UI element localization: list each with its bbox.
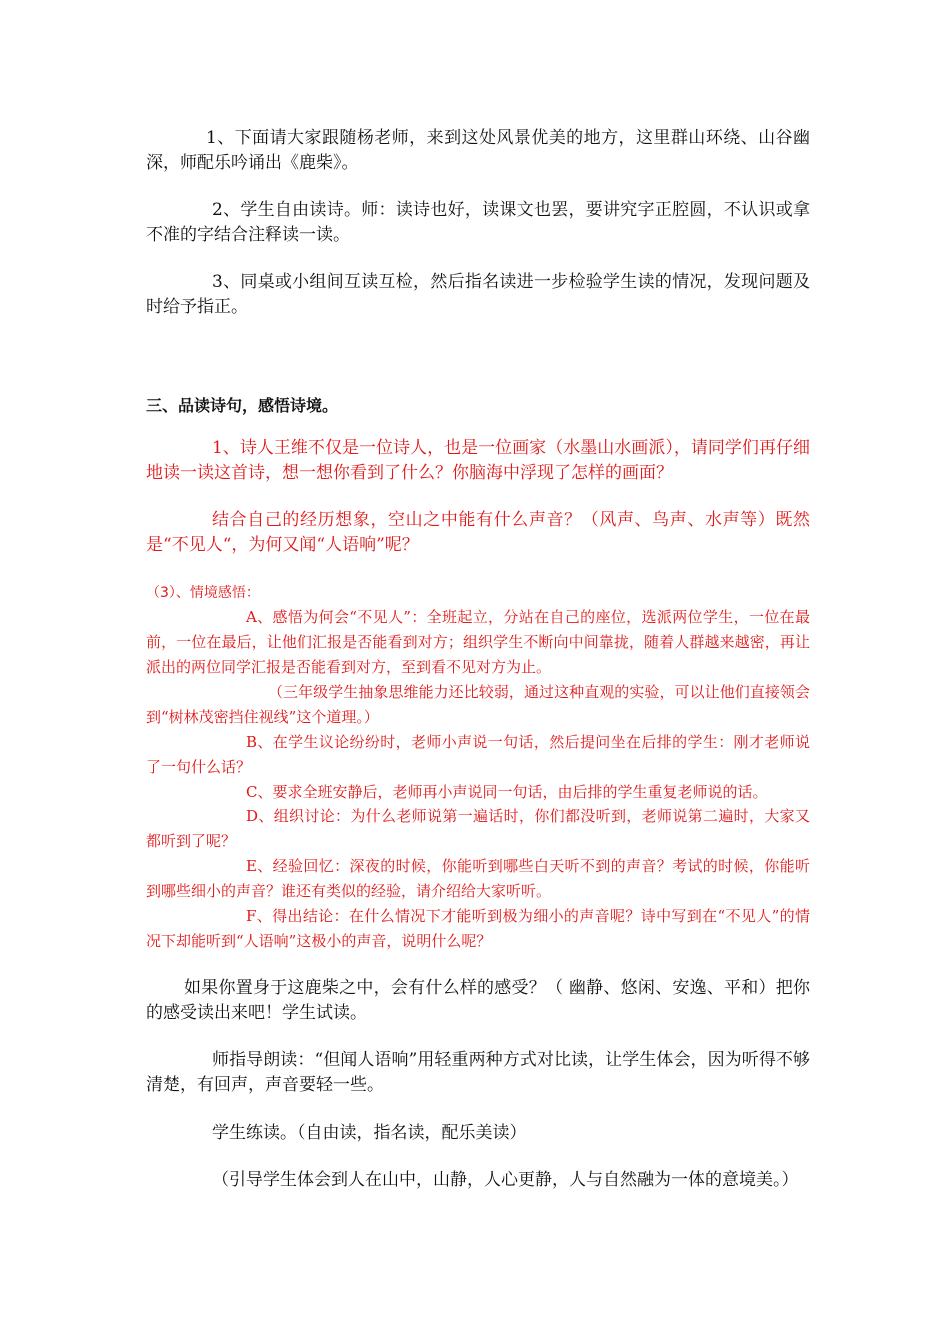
paragraph-1: 1、下面请大家跟随杨老师，来到这处风景优美的地方，这里群山环绕、山谷幽深，师配乐吟诵出《鹿柴》。 <box>146 128 810 173</box>
situation-title: （3）、情境感悟： <box>146 585 260 601</box>
red-paragraph-1: 1、诗人王维不仅是一位诗人，也是一位画家（水墨山水画派），请同学们再仔细地读一读这首诗，想一想你看到了什么？你脑海中浮现了怎样的画面？ <box>146 438 810 483</box>
step-c: C、要求全班安静后，老师再小声说同一句话，由后排的学生重复老师说的话。 <box>246 783 768 801</box>
step-a: A、感悟为何会“不见人”：全班起立，分站在自己的座位，选派两位学生，一位在最前，一位在最后，让他们汇报是否能看到对方；组织学生不断向中间靠拢，随着人群越来越密，再让派出的两位同学汇报是否能看到对方，至到看不见对方为止。 <box>146 608 810 676</box>
paragraph-practice: 学生练读。（自由读，指名读，配乐美读） <box>212 1123 527 1143</box>
step-note: （三年级学生抽象思维能力还比较弱，通过这种直观的实验，可以让他们直接领会到“树林茂密挡住视线”这个道理。） <box>146 683 810 726</box>
paragraph-guide: 师指导朗读：“但闻人语响”用轻重两种方式对比读，让学生体会，因为听得不够清楚，有回声，声音要轻一些。 <box>146 1050 810 1095</box>
red-paragraph-2: 结合自己的经历想象，空山之中能有什么声音？（风声、鸟声、水声等）既然是“不见人“，为何又闻“人语响”呢？ <box>146 510 810 555</box>
step-e: E、经验回忆：深夜的时候，你能听到哪些白天听不到的声音？考试的时候，你能听到哪些细小的声音？谁还有类似的经验，请介绍给大家听听。 <box>146 857 810 900</box>
paragraph-3: 3、同桌或小组间互读互检，然后指名读进一步检验学生读的情况，发现问题及时给予指正。 <box>146 272 810 317</box>
step-d: D、组织讨论：为什么老师说第一遍话时，你们都没听到，老师说第二遍时，大家又都听到了呢？ <box>146 807 810 850</box>
paragraph-feeling: 如果你置身于这鹿柴之中，会有什么样的感受？（ 幽静、悠闲、安逸、平和）把你的感受读出来吧！学生试读。 <box>146 978 810 1023</box>
paragraph-2: 2、学生自由读诗。师：读诗也好，读课文也罢，要讲究字正腔圆，不认识或拿不准的字结合注释读一读。 <box>146 200 810 245</box>
paragraph-conclusion: （引导学生体会到人在山中，山静，人心更静，人与自然融为一体的意境美。） <box>212 1170 799 1190</box>
section-heading: 三、品读诗句，感悟诗境。 <box>146 396 339 415</box>
step-b: B、在学生议论纷纷时，老师小声说一句话，然后提问坐在后排的学生：刚才老师说了一句什么话？ <box>146 733 810 776</box>
step-f: F、得出结论：在什么情况下才能听到极为细小的声音呢？诗中写到在“不见人”的情况下却能听到“人语响”这极小的声音，说明什么呢？ <box>146 907 810 950</box>
